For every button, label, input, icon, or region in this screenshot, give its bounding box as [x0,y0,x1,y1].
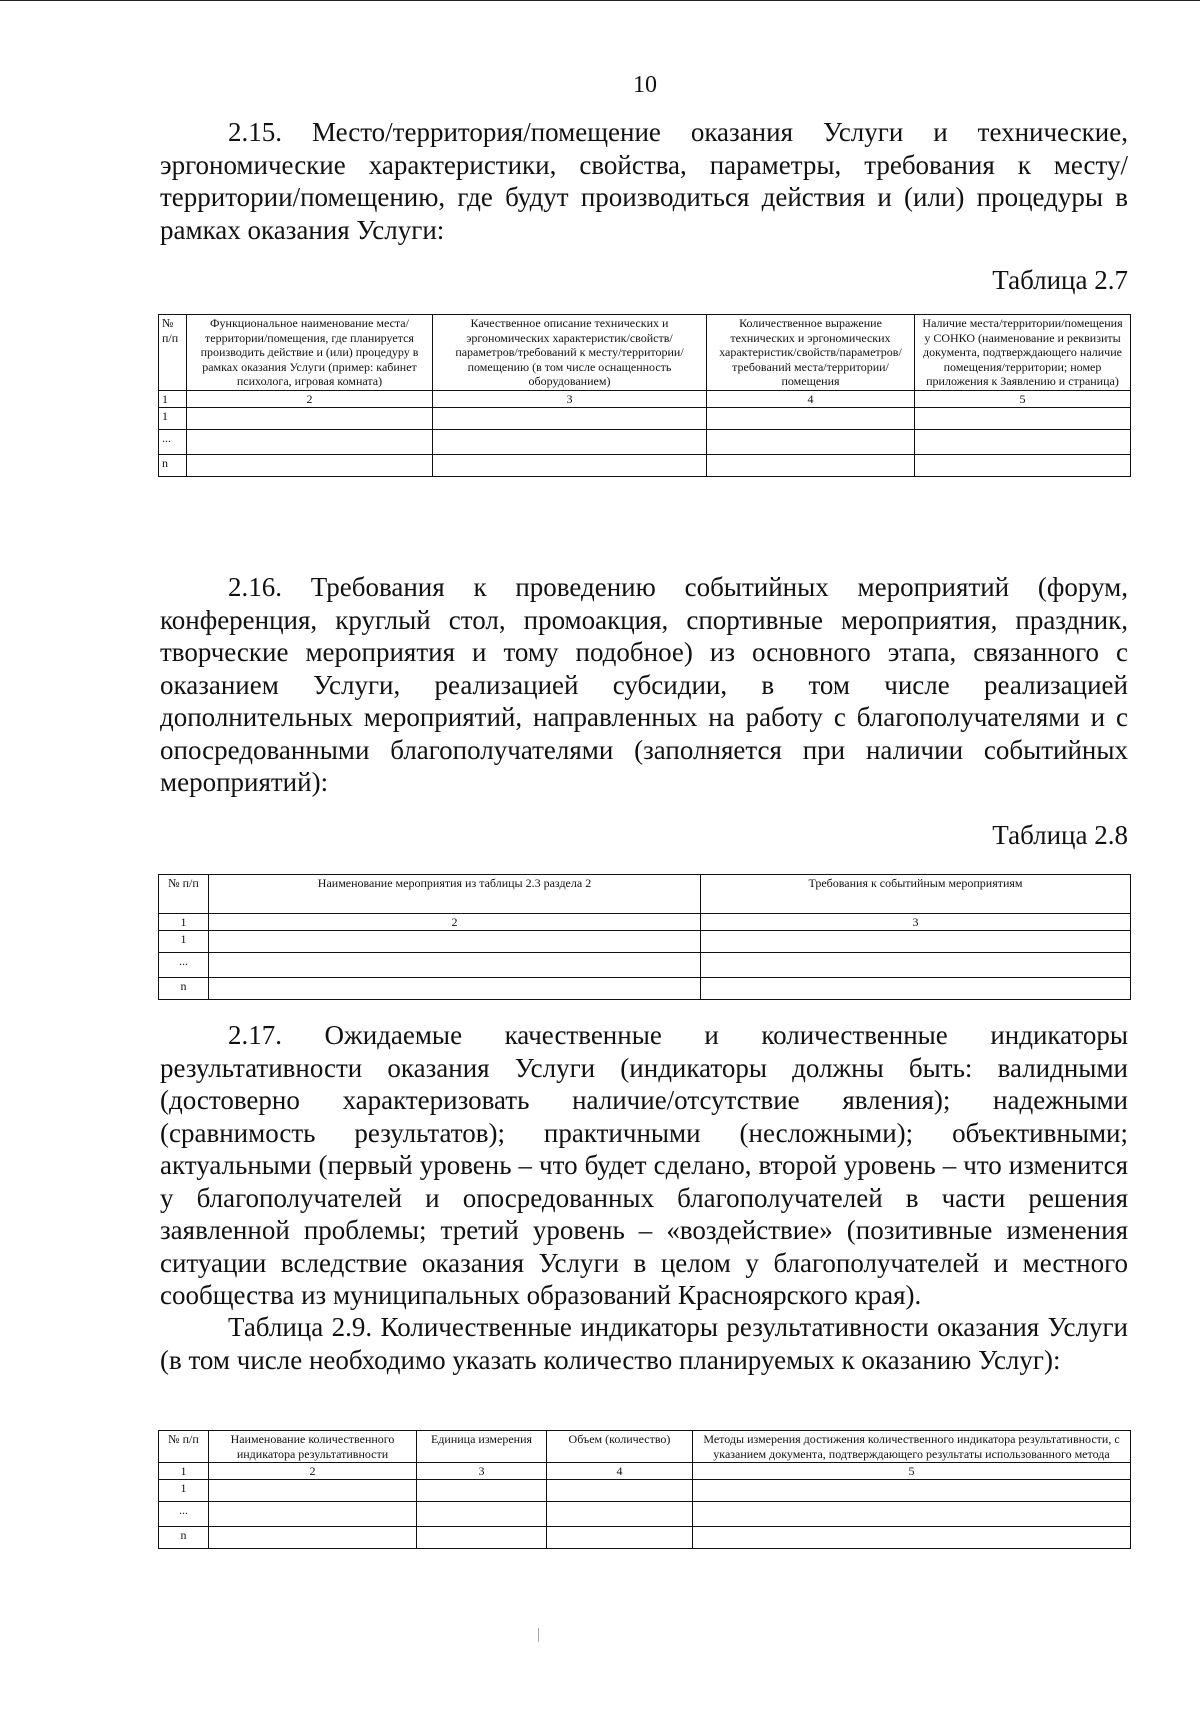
column-number: 2 [209,1463,417,1480]
table-2-9-header-row [159,1431,1131,1463]
column-number: 4 [707,390,915,407]
table-cell[interactable] [209,1502,417,1527]
row-index: n [159,1527,209,1549]
table-cell[interactable] [209,931,701,953]
table-cell[interactable] [187,454,433,476]
table-cell[interactable] [915,454,1131,476]
section-2-17-text: 2.17. Ожидаемые качественные и количественные индикаторы результативности оказания Услуги (индикаторы должны быть: валидными (достоверно характеризовать наличие/отсутствие явления); надежными (сравнимость результатов); практичными (несложными); объективными; актуальными (первый уровень – что будет сделано, второй уровень – что изменится у благополучателей и опосредованных благополучателей в части решения заявленной проблемы; третий уровень – «воздействие» (позитивные изменения ситуации вследствие оказания Услуги в целом у благополучателей и местного сообщества из муниципальных образований Красноярского края). [160,1020,1128,1310]
table-cell[interactable] [209,978,701,1000]
table-2-8-header-requirements: Требования к событийным мероприятиям [701,875,1131,914]
table-row [159,978,1131,1000]
table-row [159,1527,1131,1549]
table-cell[interactable] [209,953,701,978]
table-2-8-column-numbers [159,914,1131,931]
table-2-7-header-index: № п/п [159,315,187,391]
column-number: 1 [159,390,187,407]
table-cell[interactable] [187,429,433,454]
table-cell[interactable] [209,1527,417,1549]
page-top-edge [0,0,1200,1]
row-index: 1 [159,407,187,429]
table-cell[interactable] [417,1502,547,1527]
table-cell[interactable] [915,429,1131,454]
table-row [159,429,1131,454]
table-cell[interactable] [417,1527,547,1549]
column-number: 3 [433,390,707,407]
row-index: ... [159,1502,209,1527]
table-row [159,931,1131,953]
column-number: 5 [915,390,1131,407]
row-index: ... [159,429,187,454]
table-row [159,953,1131,978]
table-cell[interactable] [209,1480,417,1502]
section-2-16-text: 2.16. Требования к проведению событийных мероприятий (форум, конференция, круглый стол, промоакция, спортивные мероприятия, праздник, творческие мероприятия и тому подобное) из основного этапа, связанного с оказанием Услуги, реализацией субсидии, в том числе реализацией дополнительных мероприятий, направленных на работу с благополучателями и с опосредованными благополучателями (заполняется при наличии событийных мероприятий): [160,572,1128,797]
table-2-9-header-methods: Методы измерения достижения количественного индикатора результативности, с указанием документа, подтверждающего результаты использованного метода [693,1431,1131,1463]
column-number: 3 [701,914,1131,931]
column-number: 2 [209,914,701,931]
column-number: 1 [159,914,209,931]
table-cell[interactable] [433,407,707,429]
table-cell[interactable] [693,1480,1131,1502]
table-2-9-intro: Таблица 2.9. Количественные индикаторы результативности оказания Услуги (в том числе необходимо указать количество планируемых к оказанию Услуг): [160,1312,1128,1375]
table-row [159,1502,1131,1527]
table-2-7 [158,314,1131,477]
column-number: 2 [187,390,433,407]
table-cell[interactable] [547,1502,693,1527]
table-2-9 [158,1430,1131,1549]
table-2-9-header-volume: Объем (количество) [547,1431,693,1463]
table-2-7-header-quantity: Количественное выражение технических и эргономических характеристик/свойств/параметров/требований места/территории/помещения [707,315,915,391]
table-cell[interactable] [547,1480,693,1502]
table-2-9-header-unit: Единица измерения [417,1431,547,1463]
table-cell[interactable] [701,931,1131,953]
table-2-8-caption: Таблица 2.8 [992,820,1128,850]
row-index: 1 [159,1480,209,1502]
table-cell[interactable] [693,1527,1131,1549]
table-2-8-header-row [159,875,1131,914]
row-index: n [159,978,209,1000]
table-2-7-caption: Таблица 2.7 [992,265,1128,295]
table-cell[interactable] [547,1527,693,1549]
table-cell[interactable] [707,454,915,476]
scan-mark [538,1628,539,1642]
column-number: 5 [693,1463,1131,1480]
table-cell[interactable] [433,454,707,476]
column-number: 4 [547,1463,693,1480]
row-index: n [159,454,187,476]
table-2-8-header-index: № п/п [159,875,209,914]
table-2-9-header-indicator: Наименование количественного индикатора результативности [209,1431,417,1463]
table-row [159,1480,1131,1502]
table-row [159,407,1131,429]
table-cell[interactable] [433,429,707,454]
page-number: 10 [633,72,657,98]
table-2-9-header-index: № п/п [159,1431,209,1463]
table-cell[interactable] [701,978,1131,1000]
table-cell[interactable] [915,407,1131,429]
table-cell[interactable] [707,407,915,429]
table-2-7-header-row [159,315,1131,391]
table-cell[interactable] [693,1502,1131,1527]
table-cell[interactable] [701,953,1131,978]
column-number: 3 [417,1463,547,1480]
table-2-7-header-availability: Наличие места/территории/помещения у СОНКО (наименование и реквизиты документа, подтверждающего наличие помещения/территории; номер приложения к Заявлению и страница) [915,315,1131,391]
table-cell[interactable] [187,407,433,429]
table-2-7-header-quality: Качественное описание технических и эргономических характеристик/свойств/параметров/требований к месту/территории/помещению (в том числе оснащенность оборудованием) [433,315,707,391]
table-cell[interactable] [707,429,915,454]
table-row [159,454,1131,476]
table-2-9-column-numbers [159,1463,1131,1480]
table-2-7-header-name: Функциональное наименование места/территории/помещения, где планируется производить действие и (или) процедуру в рамках оказания Услуги (пример: кабинет психолога, игровая комната) [187,315,433,391]
column-number: 1 [159,1463,209,1480]
table-2-8-header-name: Наименование мероприятия из таблицы 2.3 раздела 2 [209,875,701,914]
table-2-8 [158,874,1131,1000]
section-2-15-text: 2.15. Место/территория/помещение оказания Услуги и технические, эргономические характеристики, свойства, параметры, требования к месту/территории/помещению, где будут производиться действия и (или) процедуры в рамках оказания Услуги: [160,117,1128,245]
row-index: 1 [159,931,209,953]
table-2-7-column-numbers [159,390,1131,407]
table-cell[interactable] [417,1480,547,1502]
row-index: ... [159,953,209,978]
